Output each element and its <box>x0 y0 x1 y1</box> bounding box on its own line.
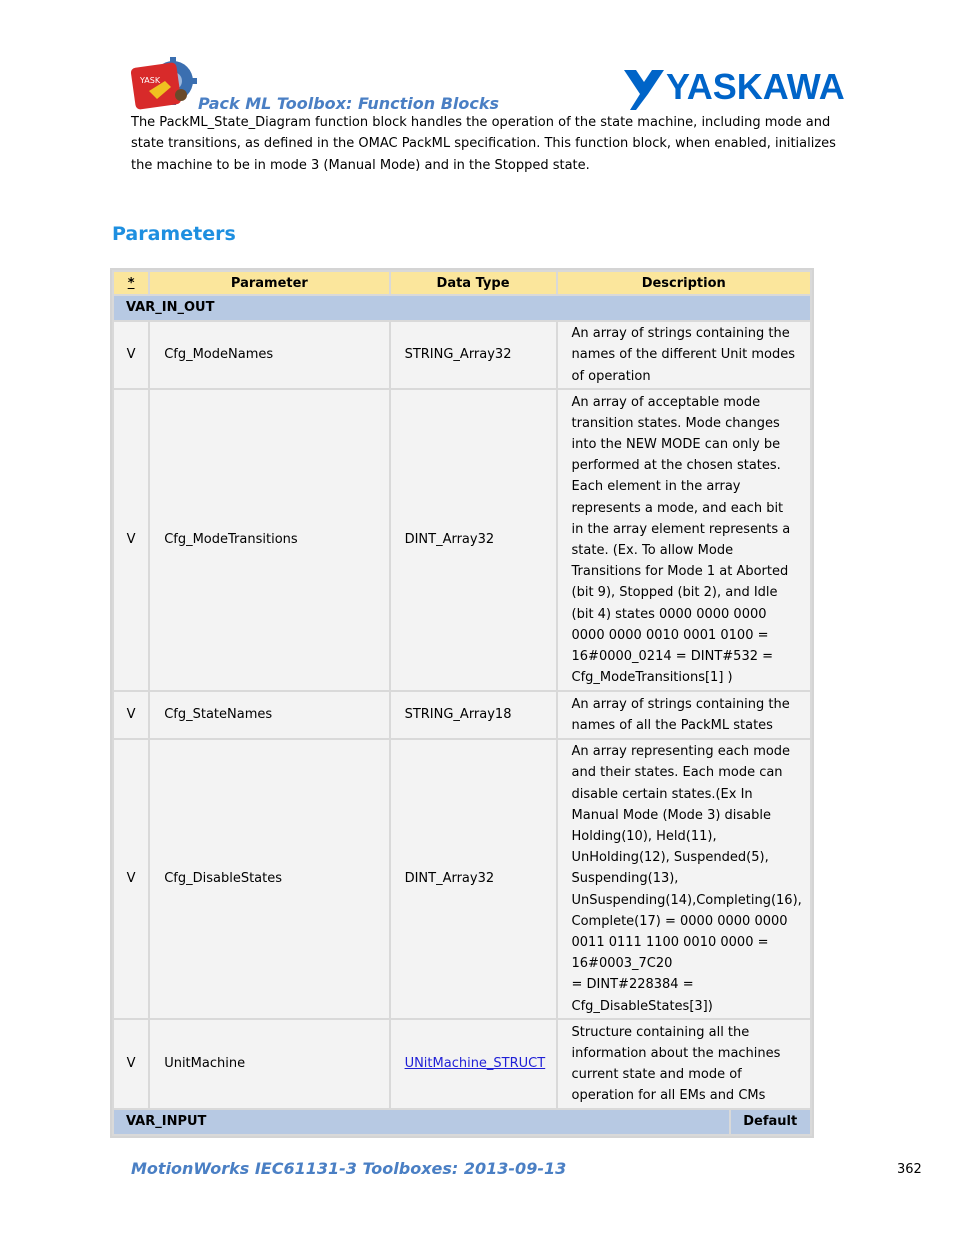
cell-description: Structure containing all the information about the machines current state and mode of operation for all EMs and CMs <box>558 1020 810 1108</box>
table-row <box>114 740 810 1018</box>
cell-description: An array of acceptable mode transition states. Mode changes into the NEW MODE can only be performed at the chosen states. Each element in the array represents a mode, and each bit in the array element represents a state. (Ex. To allow Mode Transitions for Mode 1 at Aborted (bit 9), Stopped (bit 2), and Idle (bit 4) states 0000 0000 0000 0000 0000 0010 0001 0100 = 16#0000_0214 = DINT#532 = Cfg_ModeTransitions[1] ) <box>558 390 810 690</box>
cell-parameter: Cfg_ModeNames <box>150 322 388 388</box>
cell-description: An array of strings containing the names of all the PackML states <box>558 692 810 738</box>
cell-data-type: DINT_Array32 <box>391 390 556 690</box>
cell-data-type: STRING_Array32 <box>391 322 556 388</box>
parameters-table <box>110 268 814 1138</box>
table-row <box>114 322 810 388</box>
logo-lettering: YASK <box>140 76 161 85</box>
cell-parameter: Cfg_ModeTransitions <box>150 390 388 690</box>
table-header-row <box>114 272 810 294</box>
group-label: VAR_IN_OUT <box>114 296 810 320</box>
cell-parameter: Cfg_DisableStates <box>150 740 388 1018</box>
group-row-var-in-out <box>114 296 810 320</box>
group-row-var-input <box>114 1110 810 1134</box>
default-column-label: Default <box>731 1110 811 1134</box>
unitmachine-struct-link[interactable]: UNitMachine_STRUCT <box>404 1056 546 1072</box>
cell-flag: V <box>114 740 148 1018</box>
intro-paragraph: The PackML_State_Diagram function block handles the operation of the state machine, including mode and state transitions, as defined in the OMAC PackML specification. This function block, when enabled, initializes the machine to be in mode 3 (Manual Mode) and in the Stopped state. <box>131 115 836 173</box>
cell-flag: V <box>114 322 148 388</box>
group-label: VAR_INPUT <box>114 1110 729 1134</box>
cell-parameter: Cfg_StateNames <box>150 692 388 738</box>
cell-data-type: DINT_Array32 <box>391 740 556 1018</box>
description-line: = DINT#228384 = Cfg_DisableStates[3]) <box>571 977 713 1014</box>
cell-flag: V <box>114 1020 148 1108</box>
header-data-type: Data Type <box>391 272 556 294</box>
cell-description <box>558 740 810 1018</box>
footer-title: MotionWorks IEC61131-3 Toolboxes: 2013-09-13 <box>131 1159 567 1178</box>
header-parameter: Parameter <box>150 272 388 294</box>
header-title: Pack ML Toolbox: Function Blocks <box>198 94 500 113</box>
table-row <box>114 390 810 690</box>
toolbox-logo <box>131 57 199 111</box>
yaskawa-logo <box>622 66 844 112</box>
page-number: 362 <box>897 1162 922 1177</box>
cell-description: An array of strings containing the names of the different Unit modes of operation <box>558 322 810 388</box>
cell-flag: V <box>114 390 148 690</box>
cell-flag: V <box>114 692 148 738</box>
table-row <box>114 1020 810 1108</box>
cell-data-type: STRING_Array18 <box>391 692 556 738</box>
cell-data-type <box>391 1020 556 1108</box>
brand-name: YASKAWA <box>666 66 844 107</box>
cell-parameter: UnitMachine <box>150 1020 388 1108</box>
table-row <box>114 692 810 738</box>
header-description: Description <box>558 272 810 294</box>
header-flag: * <box>114 272 148 294</box>
description-line: An array representing each mode and their states. Each mode can disable certain states.(Ex In Manual Mode (Mode 3) disable Holding(10), Held(11), UnHolding(12), Suspended(5), Suspending(13), UnSuspending(14),Completing(16), Complete(17) = 0000 0000 0000 0011 0111 1100 0010 0000 = 16#0003_7C20 <box>571 744 802 972</box>
section-title: Parameters <box>112 223 236 245</box>
